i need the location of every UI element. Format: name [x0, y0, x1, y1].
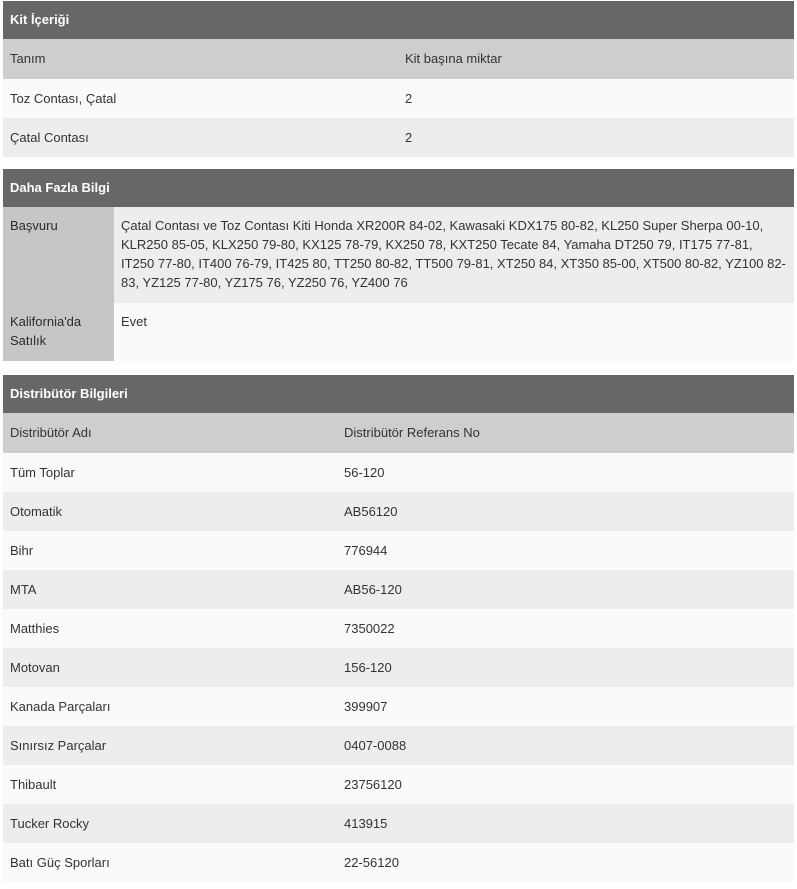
distributor-name: MTA [10, 582, 37, 597]
california-label: Kalifornia'da Satılık [3, 303, 114, 361]
distributor-ref: 399907 [344, 699, 388, 714]
table-row [3, 609, 794, 648]
distributor-header-ref: Distribütör Referans No [344, 425, 480, 440]
table-row [3, 648, 794, 687]
more-info-section [3, 169, 794, 361]
table-row [3, 118, 794, 157]
application-value: Çatal Contası ve Toz Contası Kiti Honda XR200R 84-02, Kawasaki KDX175 80-82, KL250 Super Sherpa 00-10, KLR250 85-05, KLX250 79-80, KX125 78-79, KX250 78, KXT250 Tecate 84, Yamaha DT250 79, IT175 77-81, IT250 77-80, IT400 76-79, IT425 80, TT250 80-82, TT500 79-81, XT250 84, XT350 85-00, XT500 80-82, YZ100 82-83, YZ125 77-80, YZ175 76, YZ250 76, YZ400 76 [121, 218, 786, 290]
table-row [3, 207, 794, 303]
distributor-ref: 413915 [344, 816, 388, 831]
distributor-ref: 22-56120 [344, 855, 399, 870]
distributor-title: Distribütör Bilgileri [3, 375, 794, 413]
table-row [3, 531, 794, 570]
table-row [3, 765, 794, 804]
table-row [3, 687, 794, 726]
kit-contents-title: Kit İçeriği [3, 1, 794, 39]
distributor-section [3, 375, 794, 882]
distributor-name: Kanada Parçaları [10, 699, 111, 714]
distributor-ref: AB56120 [344, 504, 398, 519]
distributor-ref: 776944 [344, 543, 388, 558]
distributor-ref: 7350022 [344, 621, 395, 636]
kit-header-description: Tanım [10, 51, 46, 66]
distributor-name: Tucker Rocky [10, 816, 89, 831]
table-row [3, 804, 794, 843]
kit-header-quantity: Kit başına miktar [405, 51, 502, 66]
kit-contents-section [3, 1, 794, 157]
kit-row-quantity: 2 [405, 130, 413, 145]
kit-row-quantity: 2 [405, 91, 413, 106]
distributor-name: Matthies [10, 621, 60, 636]
distributor-name: Tüm Toplar [10, 465, 75, 480]
kit-row-description: Çatal Contası [10, 130, 89, 145]
table-row [3, 453, 794, 492]
distributor-name: Sınırsız Parçalar [10, 738, 107, 753]
distributor-header-name: Distribütör Adı [10, 425, 92, 440]
distributor-ref: 0407-0088 [344, 738, 407, 753]
distributor-table-header [3, 413, 794, 453]
california-value: Evet [121, 314, 148, 329]
distributor-ref: AB56-120 [344, 582, 402, 597]
distributor-ref: 56-120 [344, 465, 385, 480]
application-label: Başvuru [3, 207, 114, 303]
kit-table-header [3, 39, 794, 79]
distributor-ref: 156-120 [344, 660, 392, 675]
distributor-name: Motovan [10, 660, 60, 675]
distributor-name: Bihr [10, 543, 34, 558]
table-row [3, 303, 794, 361]
distributor-name: Otomatik [10, 504, 63, 519]
table-row [3, 570, 794, 609]
table-row [3, 492, 794, 531]
kit-row-description: Toz Contası, Çatal [10, 91, 117, 106]
table-row [3, 726, 794, 765]
table-row [3, 79, 794, 118]
distributor-ref: 23756120 [344, 777, 402, 792]
distributor-name: Batı Güç Sporları [10, 855, 110, 870]
more-info-title: Daha Fazla Bilgi [3, 169, 794, 207]
table-row [3, 843, 794, 882]
distributor-name: Thibault [10, 777, 57, 792]
